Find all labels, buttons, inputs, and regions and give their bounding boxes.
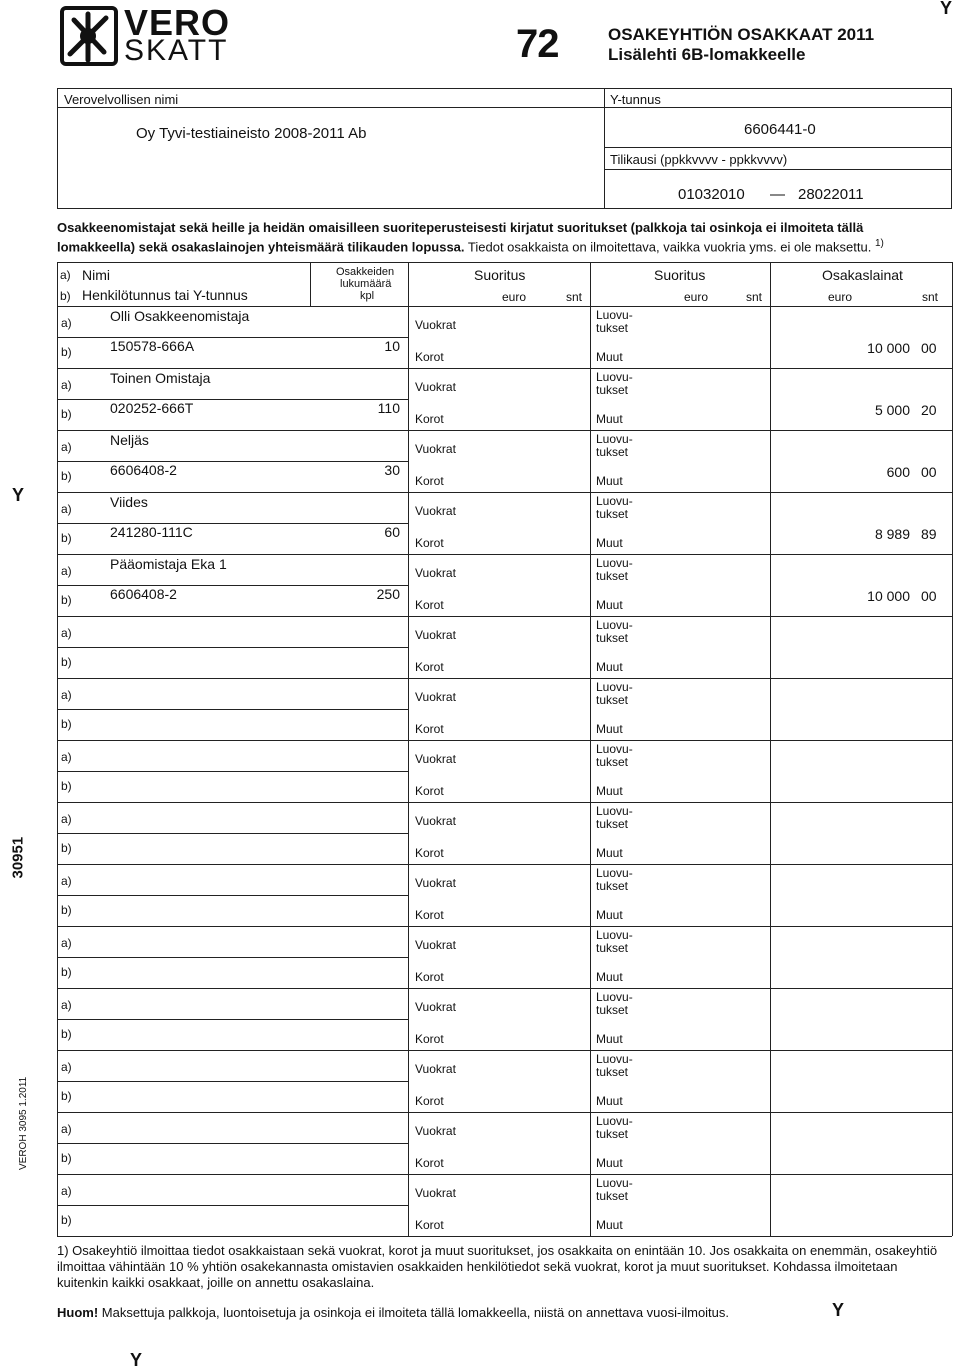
footnote: 1) Osakeyhtiö ilmoittaa tiedot osakkaistaan sekä vuokrat, korot ja muut suoritukset, jos osakkaita on enintään 10. Jos osakkaita on enemmän, osakeyhtiö ilmoittaa vähintään 10 % yhtiön osakekannasta omistavien osakkaiden henkilötiedot sekä vuokrat, korot ja muut suoritukset. Kohdassa ilmoitetaan kuitenkin kaikki osakkaat, joille on annettu osakaslaina. — [57, 1243, 938, 1290]
col-header-payment-1: Suoritus — [474, 267, 526, 283]
row-b-label: b) — [61, 717, 72, 731]
row-a-label: a) — [61, 502, 72, 516]
other-label: Muut — [596, 598, 623, 612]
rents-label: Vuokrat — [415, 938, 456, 952]
instructions-line-2-normal: Tiedot osakkaista on ilmoitettava, vaikka vuokria yms. ei ole maksettu. — [467, 239, 872, 255]
loan-cents[interactable]: 00 — [921, 340, 937, 356]
shareholder-id[interactable]: 6606408-2 — [110, 462, 177, 478]
interest-label: Korot — [415, 412, 444, 426]
share-count[interactable]: 60 — [384, 524, 400, 540]
row-b-label: b) — [61, 593, 72, 607]
transfers-label-2: tukset — [596, 569, 629, 583]
shareholder-id[interactable]: 6606408-2 — [110, 586, 177, 602]
interest-label: Korot — [415, 350, 444, 364]
other-label: Muut — [596, 846, 623, 860]
note-text: Maksettuja palkkoja, luontoisetuja ja osinkoja ei ilmoiteta tällä lomakkeella, niistä on annettava vuosi-ilmoitus. — [101, 1305, 730, 1320]
transfers-label-1: Luovu- — [596, 866, 633, 880]
rents-label: Vuokrat — [415, 1062, 456, 1076]
rents-label: Vuokrat — [415, 1124, 456, 1138]
fiscal-period-end[interactable]: 28022011 — [798, 186, 864, 203]
col-header-snt-3: snt — [922, 290, 939, 304]
fiscal-period-label: Tilikausi (ppkkvvvv - ppkkvvvv) — [610, 152, 788, 167]
interest-label: Korot — [415, 1094, 444, 1108]
other-label: Muut — [596, 908, 623, 922]
row-a-label: a) — [61, 378, 72, 392]
other-label: Muut — [596, 536, 623, 550]
logo-text-skatt: SKATT — [124, 34, 229, 67]
transfers-label-2: tukset — [596, 693, 629, 707]
table-right-border — [952, 262, 953, 1236]
row-a-label: a) — [61, 812, 72, 826]
transfers-label-2: tukset — [596, 631, 629, 645]
row-b-label: b) — [61, 407, 72, 421]
business-id-label: Y-tunnus — [610, 92, 661, 107]
rents-label: Vuokrat — [415, 566, 456, 580]
loan-cents[interactable]: 20 — [921, 402, 937, 418]
transfers-label-1: Luovu- — [596, 1114, 633, 1128]
note-line — [57, 1305, 952, 1321]
row-a-label: a) — [61, 1122, 72, 1136]
instructions-line-2-bold: lomakkeella) sekä osakaslainojen yhteismäärä tilikauden lopussa. — [57, 239, 465, 255]
other-label: Muut — [596, 350, 623, 364]
transfers-label-2: tukset — [596, 1127, 629, 1141]
side-code: 30951 — [9, 836, 27, 879]
side-form-id: VEROH 3095 1.2011 — [18, 1076, 29, 1170]
transfers-label-1: Luovu- — [596, 1176, 633, 1190]
row-b-label: b) — [61, 655, 72, 669]
interest-label: Korot — [415, 474, 444, 488]
shareholder-name[interactable]: Neljäs — [110, 432, 149, 448]
head-b-label: b) — [60, 289, 71, 303]
table-left-border — [57, 262, 58, 1236]
col-header-snt-1: snt — [566, 290, 583, 304]
row-bottom-line — [57, 554, 952, 555]
business-id-value[interactable]: 6606441-0 — [744, 121, 816, 138]
row-bottom-line — [57, 1050, 952, 1051]
loan-euro[interactable]: 10 000 — [867, 340, 910, 356]
row-a-label: a) — [61, 440, 72, 454]
row-mid-line — [57, 647, 408, 648]
row-a-label: a) — [61, 1184, 72, 1198]
share-count[interactable]: 250 — [376, 586, 400, 602]
taxpayer-name-label: Verovelvollisen nimi — [64, 92, 179, 107]
loan-euro[interactable]: 600 — [886, 464, 910, 480]
row-bottom-line — [57, 740, 952, 741]
row-mid-line — [57, 957, 408, 958]
shareholder-name[interactable]: Pääomistaja Eka 1 — [110, 556, 227, 572]
loan-cents[interactable]: 00 — [921, 588, 937, 604]
form-number: 72 — [516, 22, 559, 66]
header-divider-payment1 — [408, 262, 409, 306]
row-a-label: a) — [61, 1060, 72, 1074]
interest-label: Korot — [415, 1032, 444, 1046]
col-header-shares-1: Osakkeiden — [336, 266, 395, 278]
row-a-label: a) — [61, 688, 72, 702]
loan-cents[interactable]: 89 — [921, 526, 937, 542]
transfers-label-1: Luovu- — [596, 742, 633, 756]
interest-label: Korot — [415, 846, 444, 860]
col-header-snt-2: snt — [746, 290, 763, 304]
row-mid-line — [57, 709, 408, 710]
footnote-ref: 1) — [874, 238, 884, 249]
logo-text-vero: VERO — [124, 2, 231, 43]
row-mid-line — [57, 771, 408, 772]
footer-mark-right: Y — [832, 1300, 845, 1320]
col-header-euro-3: euro — [828, 290, 853, 304]
rents-label: Vuokrat — [415, 504, 456, 518]
rents-label: Vuokrat — [415, 876, 456, 890]
interest-label: Korot — [415, 1218, 444, 1232]
other-label: Muut — [596, 722, 623, 736]
other-label: Muut — [596, 784, 623, 798]
row-a-label: a) — [61, 564, 72, 578]
row-a-label: a) — [61, 316, 72, 330]
row-b-label: b) — [61, 779, 72, 793]
rents-label: Vuokrat — [415, 690, 456, 704]
transfers-label-1: Luovu- — [596, 556, 633, 570]
col-header-loans: Osakaslainat — [822, 267, 903, 283]
rents-label: Vuokrat — [415, 1000, 456, 1014]
row-bottom-line — [57, 1174, 952, 1175]
shareholder-name[interactable]: Viides — [110, 494, 148, 510]
transfers-label-2: tukset — [596, 755, 629, 769]
row-mid-line — [57, 1019, 408, 1020]
rents-label: Vuokrat — [415, 628, 456, 642]
other-label: Muut — [596, 412, 623, 426]
rents-label: Vuokrat — [415, 814, 456, 828]
row-b-label: b) — [61, 1151, 72, 1165]
row-b-label: b) — [61, 1027, 72, 1041]
taxpayer-name-value[interactable]: Oy Tyvi-testiaineisto 2008-2011 Ab — [136, 125, 367, 142]
col-divider-loans — [770, 262, 771, 1236]
shareholder-id[interactable]: 241280-111C — [110, 524, 193, 540]
transfers-label-1: Luovu- — [596, 308, 633, 322]
row-mid-line — [57, 895, 408, 896]
transfers-label-2: tukset — [596, 941, 629, 955]
loan-euro[interactable]: 5 000 — [874, 402, 910, 418]
row-b-label: b) — [61, 1213, 72, 1227]
transfers-label-2: tukset — [596, 879, 629, 893]
interest-label: Korot — [415, 598, 444, 612]
col-divider-payment — [408, 262, 409, 1236]
other-label: Muut — [596, 660, 623, 674]
rents-label: Vuokrat — [415, 318, 456, 332]
row-a-label: a) — [61, 998, 72, 1012]
interest-label: Korot — [415, 1156, 444, 1170]
interest-label: Korot — [415, 908, 444, 922]
rents-label: Vuokrat — [415, 380, 456, 394]
form-title: OSAKEYHTIÖN OSAKKAAT 2011 — [608, 25, 875, 44]
interest-label: Korot — [415, 536, 444, 550]
interest-label: Korot — [415, 970, 444, 984]
other-label: Muut — [596, 1218, 623, 1232]
row-b-label: b) — [61, 469, 72, 483]
col-divider-payment2 — [590, 262, 591, 1236]
other-label: Muut — [596, 970, 623, 984]
row-bottom-line — [57, 926, 952, 927]
table-top-border — [57, 262, 952, 263]
row-bottom-line — [57, 1236, 952, 1237]
row-mid-line — [57, 833, 408, 834]
share-count[interactable]: 30 — [384, 462, 400, 478]
other-label: Muut — [596, 1094, 623, 1108]
side-mark: Y — [12, 485, 25, 505]
row-bottom-line — [57, 864, 952, 865]
row-b-label: b) — [61, 841, 72, 855]
shareholder-name[interactable]: Olli Osakkeenomistaja — [110, 308, 250, 324]
row-bottom-line — [57, 430, 952, 431]
shareholder-id[interactable]: 020252-666T — [110, 400, 194, 416]
note-huom: Huom! — [57, 1305, 99, 1320]
other-label: Muut — [596, 1156, 623, 1170]
col-header-euro-1: euro — [502, 290, 527, 304]
row-b-label: b) — [61, 903, 72, 917]
transfers-label-2: tukset — [596, 1189, 629, 1203]
loan-cents[interactable]: 00 — [921, 464, 937, 480]
corner-mark: Y — [940, 0, 953, 18]
row-b-label: b) — [61, 531, 72, 545]
col-header-name: Nimi — [82, 267, 110, 283]
row-b-label: b) — [61, 345, 72, 359]
footer-mark-bottom: Y — [130, 1350, 143, 1370]
transfers-label-2: tukset — [596, 383, 629, 397]
rents-label: Vuokrat — [415, 442, 456, 456]
row-bottom-line — [57, 368, 952, 369]
row-a-label: a) — [61, 936, 72, 950]
transfers-label-2: tukset — [596, 445, 629, 459]
col-header-id: Henkilötunnus tai Y-tunnus — [82, 287, 248, 303]
interest-label: Korot — [415, 784, 444, 798]
row-a-label: a) — [61, 626, 72, 640]
loan-euro[interactable]: 10 000 — [867, 588, 910, 604]
fiscal-period-dash: — — [770, 186, 785, 203]
row-mid-line — [57, 1205, 408, 1206]
transfers-label-2: tukset — [596, 321, 629, 335]
loan-euro[interactable]: 8 989 — [874, 526, 910, 542]
row-b-label: b) — [61, 965, 72, 979]
col-header-shares-2: lukumäärä — [340, 278, 392, 290]
transfers-label-1: Luovu- — [596, 494, 633, 508]
transfers-label-1: Luovu- — [596, 618, 633, 632]
row-bottom-line — [57, 492, 952, 493]
row-b-label: b) — [61, 1089, 72, 1103]
transfers-label-2: tukset — [596, 1003, 629, 1017]
shareholder-id[interactable]: 150578-666A — [110, 338, 195, 354]
share-count[interactable]: 10 — [384, 338, 400, 354]
rents-label: Vuokrat — [415, 752, 456, 766]
transfers-label-1: Luovu- — [596, 1052, 633, 1066]
transfers-label-2: tukset — [596, 1065, 629, 1079]
transfers-label-1: Luovu- — [596, 928, 633, 942]
col-header-shares-3: kpl — [360, 290, 375, 302]
col-header-euro-2: euro — [684, 290, 709, 304]
row-mid-line — [57, 1081, 408, 1082]
form-subtitle: Lisälehti 6B-lomakkeelle — [608, 45, 806, 64]
interest-label: Korot — [415, 660, 444, 674]
shareholder-name[interactable]: Toinen Omistaja — [110, 370, 211, 386]
rents-label: Vuokrat — [415, 1186, 456, 1200]
row-bottom-line — [57, 678, 952, 679]
head-a-label: a) — [60, 268, 71, 282]
fiscal-period-start[interactable]: 01032010 — [678, 186, 745, 203]
instructions-line-1: Osakkeenomistajat sekä heille ja heidän omaisilleen suoriteperusteisesti kirjatut suoritukset (palkkoja tai osinkoja ei ilmoiteta tällä — [57, 220, 864, 235]
row-mid-line — [57, 1143, 408, 1144]
transfers-label-2: tukset — [596, 507, 629, 521]
row-a-label: a) — [61, 874, 72, 888]
transfers-label-1: Luovu- — [596, 432, 633, 446]
header-divider-shares — [310, 262, 311, 306]
interest-label: Korot — [415, 722, 444, 736]
other-label: Muut — [596, 1032, 623, 1046]
col-header-payment-2: Suoritus — [654, 267, 706, 283]
row-bottom-line — [57, 616, 952, 617]
transfers-label-1: Luovu- — [596, 804, 633, 818]
transfers-label-1: Luovu- — [596, 990, 633, 1004]
row-bottom-line — [57, 1112, 952, 1113]
other-label: Muut — [596, 474, 623, 488]
row-bottom-line — [57, 988, 952, 989]
share-count[interactable]: 110 — [377, 400, 400, 416]
row-bottom-line — [57, 802, 952, 803]
transfers-label-1: Luovu- — [596, 370, 633, 384]
row-a-label: a) — [61, 750, 72, 764]
transfers-label-2: tukset — [596, 817, 629, 831]
transfers-label-1: Luovu- — [596, 680, 633, 694]
table-header-border — [57, 306, 952, 307]
